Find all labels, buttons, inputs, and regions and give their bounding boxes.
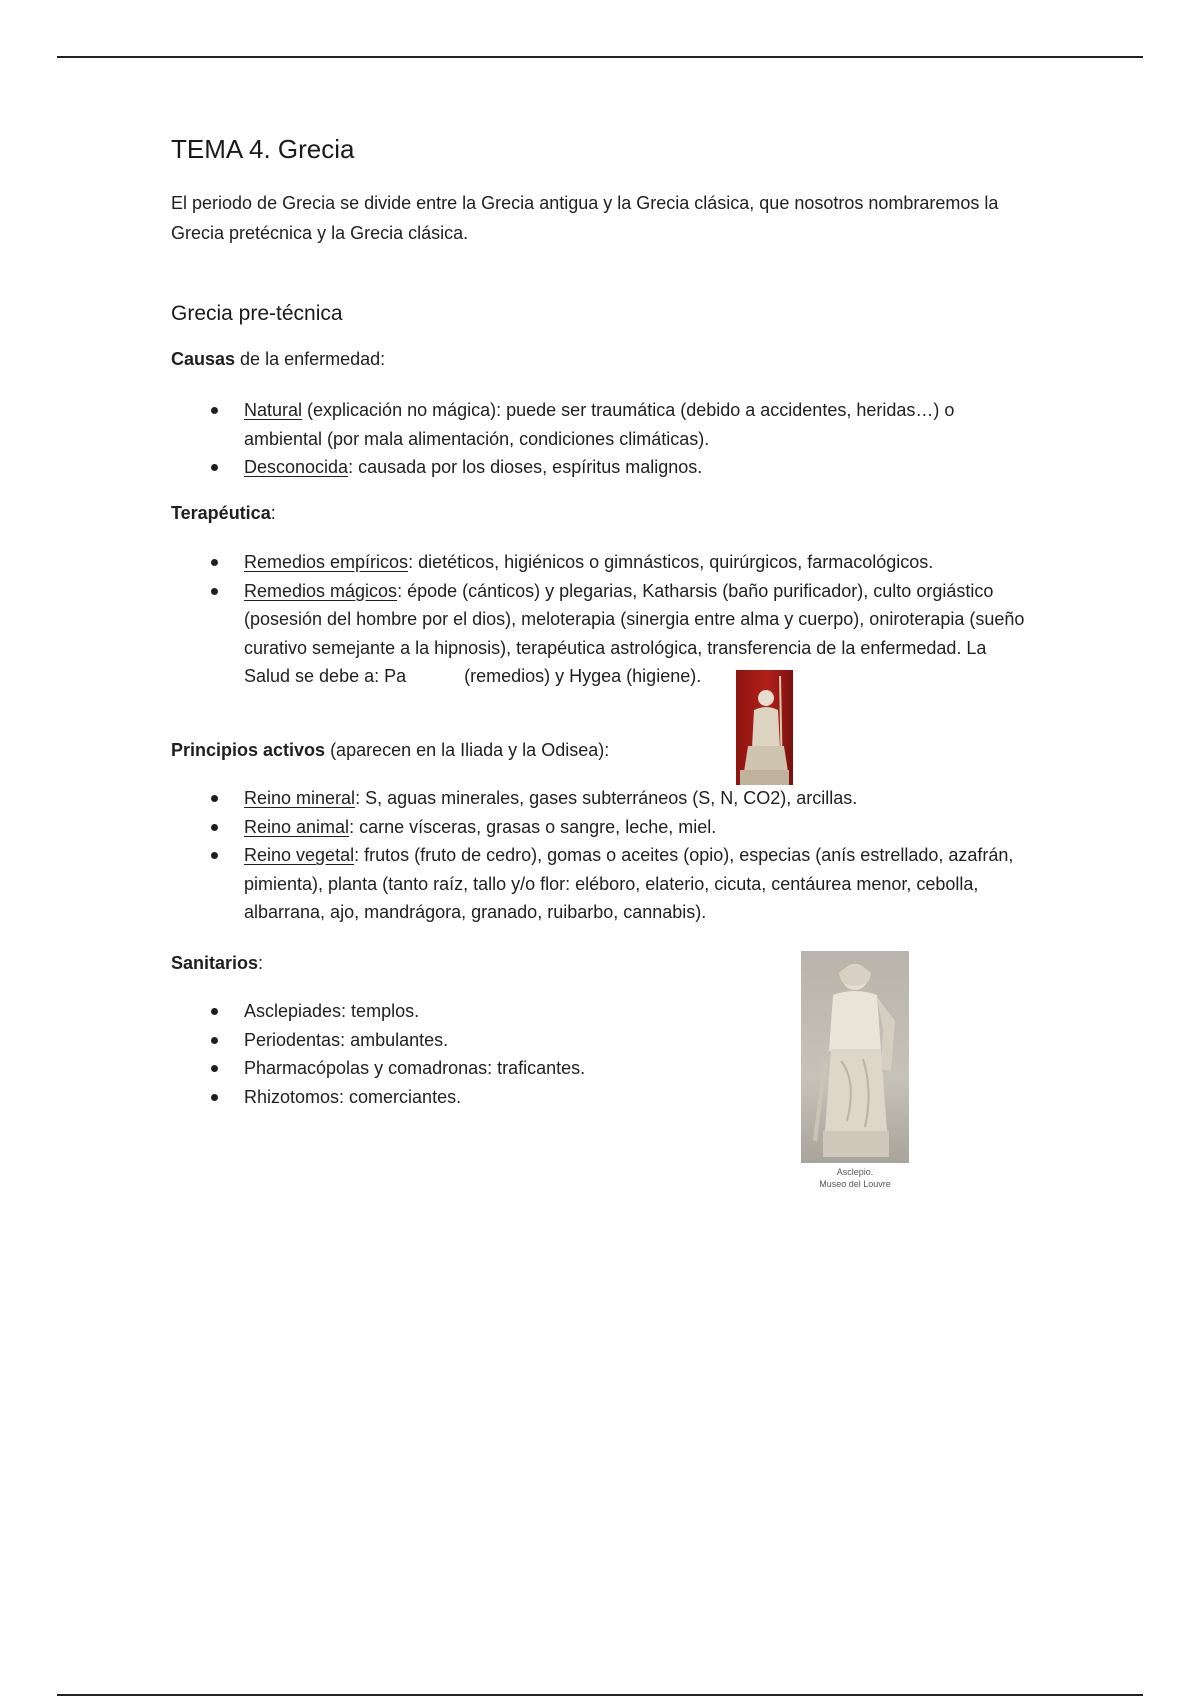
- sanitarios-label-rest: :: [258, 953, 264, 973]
- list-item: [171, 841, 1031, 927]
- list-item: Pharmacópolas y comadronas: traficantes.: [171, 1054, 731, 1083]
- causas-label: [171, 349, 385, 370]
- intro-paragraph: El periodo de Grecia se divide entre la Grecia antigua y la Grecia clásica, que nosotros nombraremos la Grecia pretécnica y la Grecia clásica.: [171, 193, 999, 243]
- terapeutica-list: [171, 548, 1031, 691]
- item-term: Reino vegetal: [244, 845, 355, 865]
- terapeutica-label: [171, 503, 276, 524]
- terapeutica-label-bold: Terapéutica: [171, 503, 271, 523]
- causas-label-bold: Causas: [171, 349, 236, 369]
- bottom-rule: [57, 1694, 1143, 1696]
- statue-icon: [736, 670, 793, 785]
- sanitarios-label-bold: Sanitarios: [171, 953, 259, 973]
- page-title: TEMA 4. Grecia: [171, 134, 355, 164]
- principios-list: [171, 784, 1031, 927]
- top-rule: [57, 56, 1143, 58]
- principios-label-rest: (aparecen en la Iliada y la Odisea):: [325, 740, 610, 760]
- item-text-cont: (remedios) y Hygea (higiene).: [464, 666, 702, 686]
- caption-line-1: Asclepio.: [836, 1167, 874, 1177]
- list-item: [171, 813, 1031, 842]
- asclepio-statue-image: [801, 951, 909, 1163]
- caption-line-2: Museo del Louvre: [819, 1179, 891, 1189]
- list-item: Rhizotomos: comerciantes.: [171, 1083, 731, 1112]
- causas-label-rest: de la enfermedad:: [235, 349, 386, 369]
- item-text: (explicación no mágica): puede ser traumática (debido a accidentes, heridas…) o ambiental (por mala alimentación, condiciones climáticas).: [244, 400, 955, 449]
- item-term: Natural: [244, 400, 303, 420]
- terapeutica-label-rest: :: [270, 503, 276, 523]
- list-item: Asclepiades: templos.: [171, 997, 731, 1026]
- list-item: Periodentas: ambulantes.: [171, 1026, 731, 1055]
- item-text: : dietéticos, higiénicos o gimnásticos, quirúrgicos, farmacológicos.: [408, 552, 934, 572]
- item-term: Remedios mágicos: [244, 580, 398, 601]
- list-item: [171, 784, 1031, 813]
- list-item: [171, 453, 1031, 482]
- list-item: [171, 548, 1031, 577]
- item-term: Reino mineral: [244, 788, 356, 808]
- item-term: Reino animal: [244, 816, 350, 837]
- item-term: Desconocida: [244, 457, 349, 477]
- item-text: : causada por los dioses, espíritus malignos.: [348, 457, 703, 477]
- item-text: : épode (cánticos) y plegarias, Katharsis (baño purificador), culto orgiástico (posesión del hombre por el dios), meloterapia (sinergia entre alma y cuerpo), oniroterapia (sueño curativo semejante a la hipnosis), terapéutica astrológica, transferencia de la enfermedad. La Salud se debe a: Pa: [244, 580, 1025, 686]
- sanitarios-list: [171, 997, 731, 1111]
- panacea-statue-image: [736, 670, 793, 785]
- statue-icon: [801, 951, 909, 1163]
- item-term: Remedios empíricos: [244, 552, 409, 572]
- causas-list: [171, 396, 1031, 482]
- item-text: : S, aguas minerales, gases subterráneos (S, N, CO2), arcillas.: [355, 788, 858, 808]
- list-item: [171, 396, 1031, 453]
- sanitarios-label: [171, 953, 263, 974]
- figure-caption: [790, 1166, 920, 1190]
- principios-label-bold: Principios activos: [171, 740, 326, 760]
- list-item: [171, 577, 1031, 691]
- section-title: Grecia pre-técnica: [171, 302, 343, 325]
- principios-label: [171, 740, 609, 761]
- item-text: : carne vísceras, grasas o sangre, leche, miel.: [349, 816, 717, 837]
- item-text: : frutos (fruto de cedro), gomas o aceites (opio), especias (anís estrellado, azafrán, pimienta), planta (tanto raíz, tallo y/o flor: eléboro, elaterio, cicuta, centáurea menor, cebolla, albarrana, ajo, mandrágora, granado, ruibarbo, cannabis).: [244, 845, 1014, 922]
